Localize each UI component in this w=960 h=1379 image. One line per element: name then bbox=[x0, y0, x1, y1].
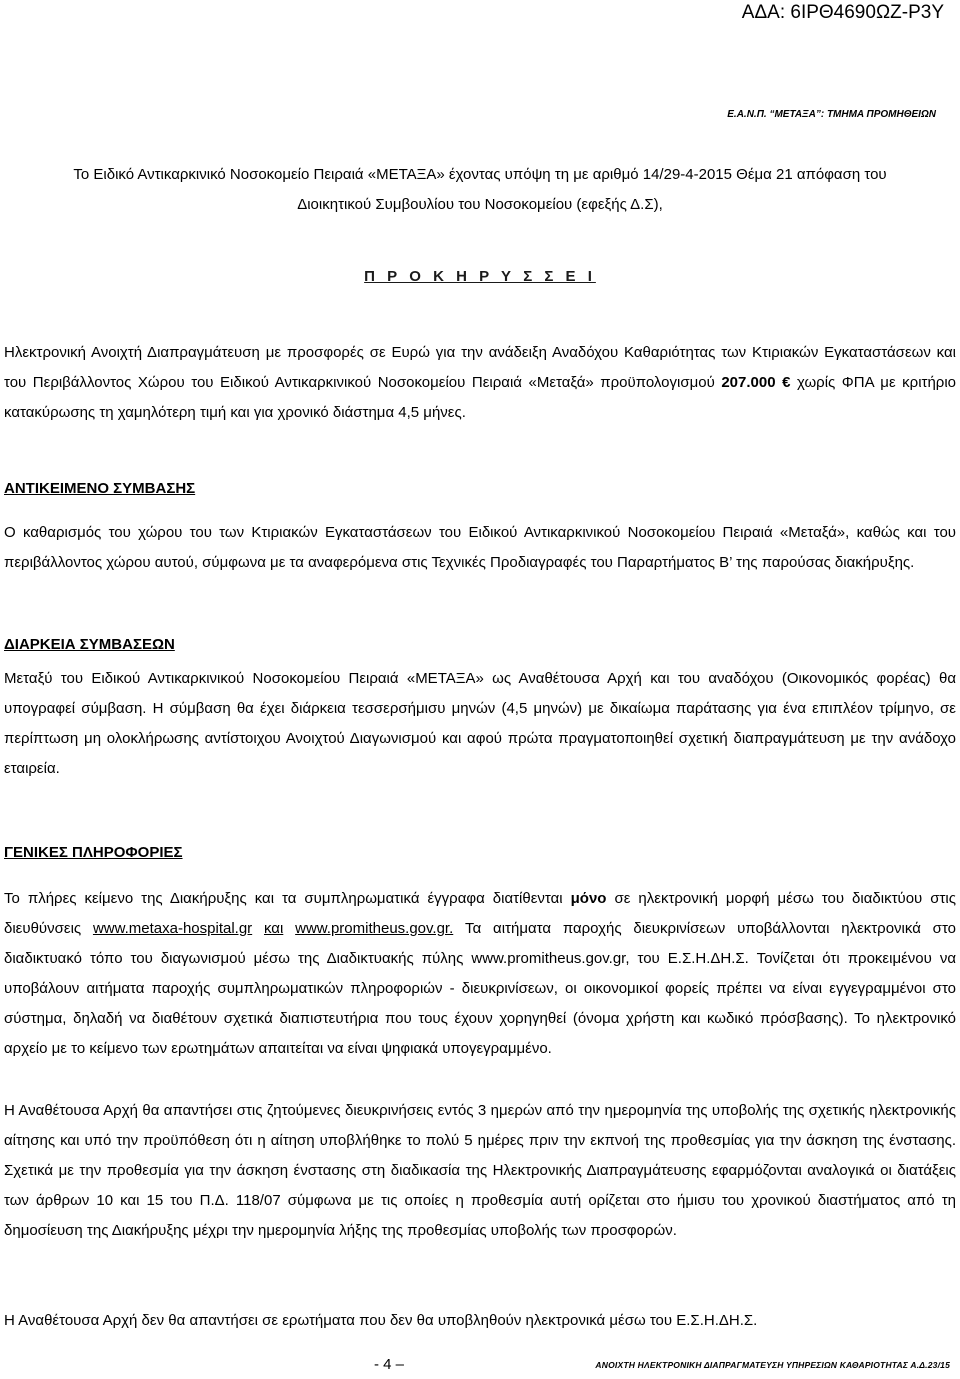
general-info-paragraph-3: Η Αναθέτουσα Αρχή δεν θα απαντήσει σε ερωτήματα που δεν θα υποβληθούν ηλεκτρονικά μέσω του Ε.Σ.Η.ΔΗ.Σ. bbox=[4, 1312, 758, 1329]
general-p1-part-a: Το πλήρες κείμενο της Διακήρυξης και τα συμπληρωματικά έγγραφα διατίθενται bbox=[4, 890, 571, 907]
duration-paragraph: Μεταξύ του Ειδικού Αντικαρκινικού Νοσοκομείου Πειραιά «ΜΕΤΑΞΑ» ως Αναθέτουσα Αρχή και του αναδόχου (Οικονομικός φορέας) θα υπογραφεί σύμβαση. Η σύμβαση θα έχει διάρκεια τεσσερσήμισυ μηνών (4,5 μηνών) με δικαίωμα παράτασης για ένα επιπλέον τρίμηνο, σε περίπτωση μη ολοκλήρωσης αντίστοιχου Ανοιχτού Διαγωνισμού και αφού πρώτα πραγματοποιηθεί σχετική διαπραγμάτευση με την ανάδοχο εταιρεία. bbox=[4, 670, 956, 777]
promitheus-link[interactable]: www.promitheus.gov.gr. bbox=[295, 920, 454, 937]
general-info-heading: ΓΕΝΙΚΕΣ ΠΛΗΡΟΦΟΡΙΕΣ bbox=[4, 844, 183, 861]
tender-amount: 207.000 € bbox=[721, 374, 791, 391]
general-info-paragraph-1 bbox=[4, 884, 956, 1064]
department-label: Ε.Α.Ν.Π. “ΜΕΤΑΞΑ”: ΤΜΗΜΑ ΠΡΟΜΗΘΕΙΩΝ bbox=[727, 109, 936, 120]
general-p1-part-c: Τα αιτήματα παροχής διευκρινίσεων υποβάλλονται ηλεκτρονικά στο διαδικτυακό τόπο του διαγωνισμού μέσω της Διαδικτυακής πύλης www.promitheus.gov.gr, του Ε.Σ.Η.ΔΗ.Σ. Τονίζεται ότι προκειμένου να υποβάλουν αιτήματα παροχής συμπληρωματικών πληροφοριών - διευκρινίσεων, οι οικονομικοί φορείς πρέπει να είναι εγγεγραμμένοι στο σύστημα, δηλαδή να διαθέτουν σχετικά διαπιστευτήρια που τους έχουν χορηγηθεί (όνομα χρήστη και κωδικό πρόσβασης). Το ηλεκτρονικό αρχείο με το κείμενο των ερωτημάτων απαιτείται να είναι ψηφιακά υπογεγραμμένο. bbox=[4, 920, 956, 1057]
metaxa-hospital-link[interactable]: www.metaxa-hospital.gr bbox=[92, 920, 253, 937]
ada-code: ΑΔΑ: 6ΙΡΘ4690ΩΖ-Ρ3Υ bbox=[741, 2, 944, 23]
footer-title: ΑΝΟΙΧΤΗ ΗΛΕΚΤΡΟΝΙΚΗ ΔΙΑΠΡΑΓΜΑΤΕΥΣΗ ΥΠΗΡΕΣΙΩΝ ΚΑΘΑΡΙΟΤΗΤΑΣ Α.Δ.23/15 bbox=[595, 1360, 950, 1370]
general-info-paragraph-2: Η Αναθέτουσα Αρχή θα απαντήσει στις ζητούμενες διευκρινήσεις εντός 3 ημερών από την ημερομηνία της υποβολής της σχετικής ηλεκτρονικής αίτησης και υπό την προϋπόθεση ότι η αίτηση υποβλήθηκε το πολύ 5 ημέρες πριν την εκπνοή της προθεσμίας για την άσκηση της ένστασης. Σχετικά με την προθεσμία για την άσκηση ένστασης στη διαδικασία της Ηλεκτρονικής Διαπραγμάτευσης εφαρμόζονται αναλογικά οι διατάξεις των άρθρων 10 και 15 του Π.Δ. 118/07 σύμφωνα με τις οποίες η προθεσμία αυτή ορίζεται στο ήμισυ του χρονικού διαστήματος από τη δημοσίευση της Διακήρυξης μέχρι την ημερομηνία λήξης της προθεσμίας υποβολής των προσφορών. bbox=[4, 1102, 956, 1239]
intro-paragraph bbox=[4, 160, 956, 220]
intro-line-1: Το Ειδικό Αντικαρκινικό Νοσοκομείο Πειραιά «ΜΕΤΑΞΑ» έχοντας υπόψη τη με αριθμό 14/29-4-2015 Θέμα 21 απόφαση του bbox=[73, 166, 887, 183]
duration-heading: ΔΙΑΡΚΕΙΑ ΣΥΜΒΑΣΕΩΝ bbox=[4, 636, 175, 653]
subject-paragraph: Ο καθαρισμός του χώρου του των Κτιριακών Εγκαταστάσεων του Ειδικού Αντικαρκινικού Νοσοκομείου Πειραιά «Μεταξά», καθώς και του περιβάλλοντος χώρου αυτού, σύμφωνα με τα αναφερόμενα στις Τεχνικές Προδιαγραφές του Παραρτήματος Β’ της παρούσας διακήρυξης. bbox=[4, 524, 956, 571]
general-p1-part-b: σε ηλεκτρονική μορφή μέσω του διαδικτύου στις διευθύνσεις bbox=[4, 890, 956, 937]
link-separator: και bbox=[263, 920, 284, 937]
subject-heading: ΑΝΤΙΚΕΙΜΕΝΟ ΣΥΜΒΑΣΗΣ bbox=[4, 480, 196, 497]
tender-lead: Ηλεκτρονική Ανοιχτή Διαπραγμάτευση με προσφορές σε Ευρώ για την ανάδειξη Αναδόχου Καθαριότητας των Κτιριακών Εγκαταστάσεων και του Περιβάλλοντος Χώρου του Ειδικού Αντικαρκινικού Νοσοκομείου Πειραιά «Μεταξά» προϋπολογισμού bbox=[4, 344, 956, 391]
tender-tail: χωρίς ΦΠΑ με κριτήριο κατακύρωσης τη χαμηλότερη τιμή και για χρονικό διάστημα 4,5 μήνες. bbox=[4, 374, 957, 421]
announcement-title: Π Ρ Ο Κ Η Ρ Υ Σ Σ Ε Ι bbox=[364, 268, 596, 285]
page-number: - 4 – bbox=[374, 1356, 405, 1373]
intro-line-2: Διοικητικού Συμβουλίου του Νοσοκομείου (εφεξής Δ.Σ), bbox=[297, 196, 663, 213]
tender-paragraph bbox=[4, 338, 956, 428]
general-p1-bold: μόνο bbox=[570, 890, 607, 907]
